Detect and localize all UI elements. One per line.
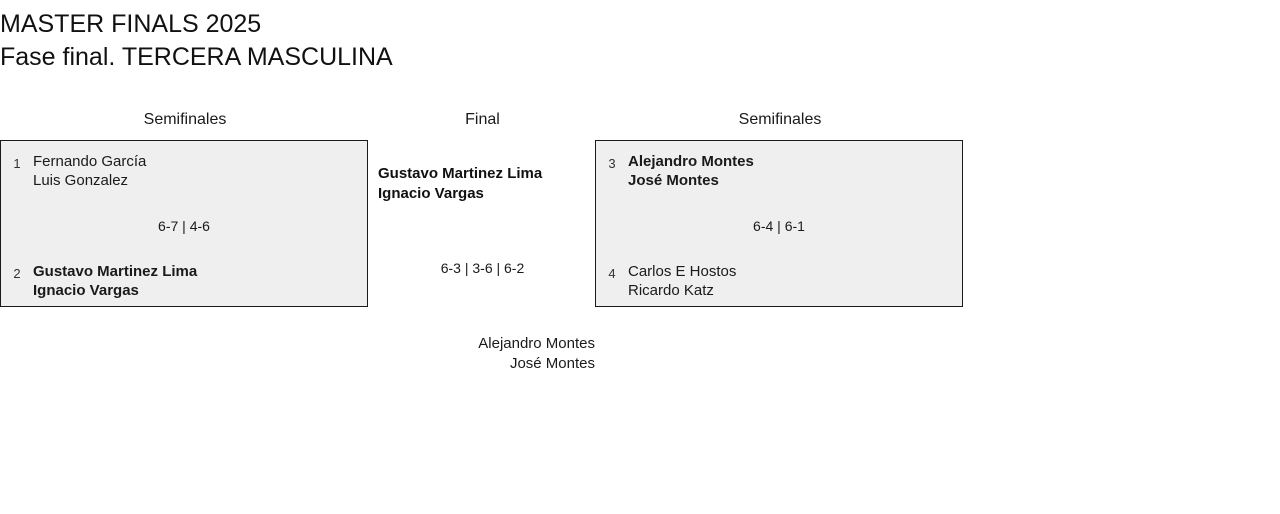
match-score: 6-4 | 6-1 (753, 218, 805, 234)
match-semifinal-left[interactable] (0, 140, 368, 307)
player-name: Gustavo Martinez Lima (378, 165, 543, 182)
column-header-semifinals-left: Semifinales (143, 111, 227, 128)
team-slot-2 (9, 262, 197, 300)
final-finalist-left (378, 164, 542, 204)
player-name: Fernando García (33, 153, 147, 170)
player-name: Alejandro Montes (478, 335, 595, 352)
column-header-final: Final (465, 111, 500, 128)
column-header-semifinals-right: Semifinales (738, 111, 822, 128)
seed-number: 4 (608, 266, 616, 281)
seed-number: 2 (13, 266, 21, 281)
final-champion (370, 334, 595, 374)
player-name: Luis Gonzalez (33, 172, 129, 189)
final-match-score: 6-3 | 3-6 | 6-2 (440, 260, 525, 276)
player-name: Carlos E Hostos (628, 263, 737, 280)
match-semifinal-right[interactable] (595, 140, 963, 307)
team-slot-1 (9, 152, 146, 190)
team-slot-4 (604, 262, 736, 300)
tournament-title-block (0, 8, 900, 74)
player-name: Ricardo Katz (628, 282, 714, 299)
player-name: Alejandro Montes (628, 153, 754, 170)
seed-number: 3 (608, 156, 616, 171)
player-name: Ignacio Vargas (378, 185, 484, 202)
tournament-phase: Fase final. TERCERA MASCULINA (0, 43, 393, 71)
seed-number: 1 (13, 156, 21, 171)
player-name: José Montes (509, 355, 595, 372)
player-name: Gustavo Martinez Lima (33, 263, 198, 280)
team-slot-3 (604, 152, 754, 190)
player-name: Ignacio Vargas (33, 282, 139, 299)
tournament-name: MASTER FINALS 2025 (0, 10, 262, 38)
match-score: 6-7 | 4-6 (158, 218, 210, 234)
player-name: José Montes (628, 172, 719, 189)
